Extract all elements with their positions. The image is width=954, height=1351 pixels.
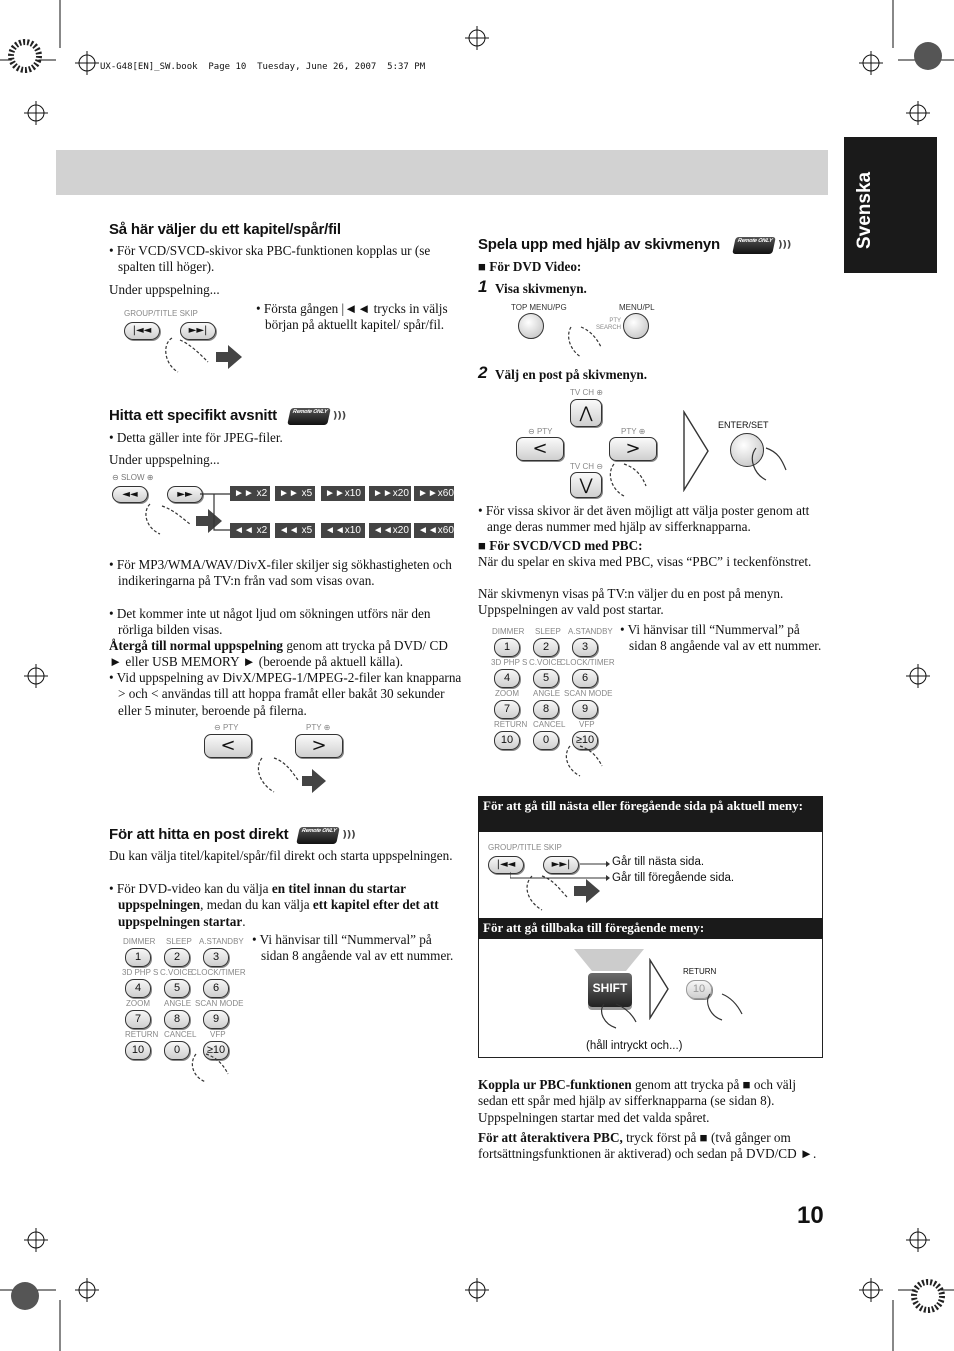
top-menu-label: TOP MENU/PG: [511, 303, 567, 312]
number-key[interactable]: 0: [533, 731, 559, 750]
number-key[interactable]: 6: [203, 979, 229, 998]
hold-text: (håll intryckt och...): [586, 1040, 683, 1052]
number-key[interactable]: 1: [494, 638, 520, 657]
key-label: DIMMER: [492, 627, 525, 636]
key-label: SCAN MODE: [564, 689, 613, 698]
sec1-bullet: • För VCD/SVCD-skivor ska PBC-funktionen kopplas ur (se spalten till höger).: [109, 243, 431, 275]
sec2-bullet-sound: • Det kommer inte ut något ljud om sökningen utförs när den rörliga bilden visas.: [109, 606, 431, 638]
finger-press-icon: [565, 325, 605, 361]
step2-text: Välj en post på skivmenyn.: [495, 367, 648, 382]
return-label: RETURN: [683, 967, 717, 976]
key-label: VFP: [210, 1030, 226, 1039]
number-key[interactable]: 4: [125, 979, 151, 998]
finger-press-icon: [188, 1052, 238, 1086]
svcd-p1: När du spelar en skiva med PBC, visas “PBC” i teckenfönstret.: [478, 554, 812, 569]
key-label: ANGLE: [164, 999, 192, 1008]
number-key[interactable]: 2: [164, 948, 190, 967]
cursor-left-button[interactable]: <: [516, 437, 564, 461]
number-key[interactable]: 6: [572, 669, 598, 688]
pty-plus-label: PTY ⊕: [306, 723, 331, 732]
number-key[interactable]: ≥10: [572, 731, 598, 750]
enter-set-label: ENTER/SET: [718, 420, 769, 430]
finger-press-icon: [520, 872, 610, 916]
skip-back-button[interactable]: <: [204, 734, 252, 758]
key-label: 3D PHP S: [122, 968, 159, 977]
number-key[interactable]: 4: [494, 669, 520, 688]
group-title-skip-label: GROUP/TITLE SKIP: [124, 309, 198, 318]
sec2-return-normal: Återgå till normal uppspelning genom att trycka på DVD/ CD ► eller USB MEMORY ► (beroende på aktuell källa).: [109, 638, 448, 670]
number-key[interactable]: 10: [494, 731, 520, 750]
number-key[interactable]: 10: [125, 1041, 151, 1060]
forward-speed-sequence: [230, 486, 454, 502]
return-button[interactable]: 10: [686, 980, 712, 999]
finger-press-icon: [598, 1002, 642, 1032]
menu-button[interactable]: [623, 313, 649, 339]
remote-only-badge: Remote ONLY: [297, 827, 341, 844]
svcd-heading: ■ För SVCD/VCD med PBC:: [478, 538, 643, 553]
skip-prev-button[interactable]: |◄◄: [488, 856, 524, 874]
chevron-right-icon: [648, 958, 670, 1020]
number-key[interactable]: ≥10: [203, 1041, 229, 1060]
section-title-search-text: Hitta ett specifikt avsnitt: [109, 407, 277, 424]
language-tab-label: Svenska: [854, 171, 875, 249]
slow-label-text: SLOW: [120, 473, 145, 482]
top-menu-button[interactable]: [518, 313, 544, 339]
step-number: 1: [478, 277, 488, 296]
number-key[interactable]: 8: [533, 700, 559, 719]
number-key[interactable]: 8: [164, 1010, 190, 1029]
pbc-off-paragraph: Koppla ur PBC-funktionen genom att trycka på ■ och välj sedan ett spår med hjälp av sifferknapparna (se sidan 8). Uppspelningen startar med det valda spåret.: [478, 1077, 796, 1125]
finger-press-icon: [160, 336, 245, 378]
step-number: 2: [478, 363, 488, 382]
key-label: 3D PHP S: [491, 658, 528, 667]
section-title-menu: [478, 236, 791, 254]
signal-waves-icon: ))): [777, 239, 792, 251]
remote-only-badge: Remote ONLY: [732, 237, 776, 254]
sec2-bullet-divx: • Vid uppspelning av DivX/MPEG-1/MPEG-2-filer kan knapparna > och < användas till att hoppa framåt eller bakåt 30 sekunder eller 5 minuter, beroende på filerna.: [109, 670, 462, 718]
prev-page-text: Går till föregående sida.: [612, 872, 735, 884]
finger-press-icon: [606, 462, 650, 502]
box-header-back: För att gå tillbaka till föregående meny:: [478, 918, 823, 939]
section-title-search: [109, 407, 346, 425]
number-key[interactable]: 9: [572, 700, 598, 719]
speed-step: ◄◄x60: [414, 523, 454, 538]
key-label: SCAN MODE: [195, 999, 244, 1008]
key-label: VFP: [579, 720, 595, 729]
key-label: CANCEL: [533, 720, 566, 729]
sec3-bullet: • För DVD-video kan du välja en titel innan du startar uppspelningen, medan du kan välja ett kapitel efter det att uppspelningen startar.: [109, 881, 439, 929]
plus-icon: ⊕: [144, 473, 154, 482]
header-banner: [56, 150, 828, 195]
cursor-up-button[interactable]: ⋀: [570, 399, 602, 427]
key-label: C.VOICE: [160, 968, 193, 977]
menu-pl-label: MENU/PL: [619, 303, 655, 312]
slow-label: [112, 473, 153, 482]
speed-step: ◄◄ x2: [230, 523, 270, 538]
tv-ch-down-label: TV CH ⊖: [570, 462, 603, 471]
number-key[interactable]: 7: [494, 700, 520, 719]
number-key[interactable]: 7: [125, 1010, 151, 1029]
bracket-lines: [200, 486, 234, 536]
sec4-note: • Vi hänvisar till “Nummerval” på sidan 8 angående val av ett nummer.: [620, 622, 822, 654]
skip-next-button[interactable]: ►►|: [180, 322, 216, 340]
key-label: CANCEL: [164, 1030, 197, 1039]
speed-step: ►► x5: [275, 486, 315, 501]
tv-ch-up-label: TV CH ⊕: [570, 388, 603, 397]
key-label: CLOCK/TIMER: [560, 658, 615, 667]
cursor-right-button[interactable]: >: [609, 437, 657, 461]
minus-icon: ⊖: [112, 473, 121, 482]
next-page-text: Går till nästa sida.: [612, 856, 705, 868]
key-label: ANGLE: [533, 689, 561, 698]
speed-step: ◄◄x20: [369, 523, 411, 538]
sec3-intro: Du kan välja titel/kapitel/spår/fil direkt och starta uppspelningen.: [109, 848, 453, 863]
pty-left-label: ⊖ PTY: [528, 427, 553, 436]
finger-press-icon: [704, 992, 748, 1024]
skip-forward-button[interactable]: >: [295, 734, 343, 758]
finger-press-icon: [748, 446, 788, 486]
signal-waves-icon: ))): [332, 410, 347, 422]
speed-step: ►►x20: [369, 486, 411, 501]
number-key[interactable]: 1: [125, 948, 151, 967]
sec4-bullet-some: • För vissa skivor är det även möjligt att välja poster genom att ange deras nummer med hjälp av sifferknapparna.: [478, 503, 810, 535]
key-label: DIMMER: [123, 937, 156, 946]
step1-text: Visa skivmenyn.: [495, 281, 587, 296]
cursor-down-button[interactable]: ⋁: [570, 472, 602, 498]
page-number: 10: [797, 1202, 824, 1229]
key-label: A.STANDBY: [568, 627, 613, 636]
speed-step: ►► x2: [230, 486, 270, 501]
dvd-video-heading: ■ För DVD Video:: [478, 259, 582, 274]
skip-prev-button[interactable]: |◄◄: [124, 322, 160, 340]
section-title-chapter: Så här väljer du ett kapitel/spår/fil: [109, 221, 341, 238]
key-label: SLEEP: [535, 627, 561, 636]
group-title-skip-label: GROUP/TITLE SKIP: [488, 843, 562, 852]
rewind-button[interactable]: ◄◄: [112, 486, 148, 503]
signal-waves-icon: ))): [342, 829, 356, 841]
key-label: CLOCK/TIMER: [191, 968, 246, 977]
number-key[interactable]: 2: [533, 638, 559, 657]
number-key[interactable]: 3: [203, 948, 229, 967]
sec2-during: Under uppspelning...: [109, 452, 220, 467]
sec1-during: Under uppspelning...: [109, 282, 220, 297]
fast-forward-button[interactable]: ►►: [167, 486, 203, 503]
number-key[interactable]: 3: [572, 638, 598, 657]
number-keypad: [118, 937, 248, 1067]
key-label: RETURN: [494, 720, 528, 729]
speed-step: ►►x10: [321, 486, 365, 501]
number-key[interactable]: 0: [164, 1041, 190, 1060]
finger-press-icon: [252, 754, 332, 798]
section-title-direct-text: För att hitta en post direkt: [109, 826, 289, 843]
pbc-on-paragraph: För att återaktivera PBC, tryck först på ■ (två gånger om fortsättningsfunktionen är aktiverad) och sedan på DVD/CD ►.: [478, 1130, 817, 1162]
speed-step: ◄◄x10: [321, 523, 365, 538]
section-title-direct: [109, 826, 355, 844]
sec1-note: • Första gången |◄◄ trycks in väljs början på aktuellt kapitel/ spår/fil.: [256, 301, 448, 333]
svcd-p2: När skivmenyn visas på TV:n väljer du en post på menyn. Uppspelningen av vald post startar.: [478, 586, 784, 618]
remote-only-badge: Remote ONLY: [287, 408, 331, 425]
number-key[interactable]: 5: [533, 669, 559, 688]
number-key[interactable]: 9: [203, 1010, 229, 1029]
number-keypad: [487, 627, 617, 757]
file-info: UX-G48[EN]_SW.book Page 10 Tuesday, June 26, 2007 5:37 PM: [100, 62, 426, 72]
reverse-speed-sequence: [230, 523, 454, 539]
shift-button[interactable]: SHIFT: [588, 973, 632, 1007]
pty-search-label: PTY SEARCH: [595, 318, 621, 331]
skip-next-button[interactable]: ►►|: [543, 856, 579, 874]
key-label: A.STANDBY: [199, 937, 244, 946]
number-key[interactable]: 5: [164, 979, 190, 998]
sec3-note: • Vi hänvisar till “Nummerval” på sidan 8 angående val av ett nummer.: [252, 932, 454, 964]
chevron-right-icon: [682, 410, 712, 492]
section-title-menu-text: Spela upp med hjälp av skivmenyn: [478, 236, 721, 253]
language-tab: [844, 137, 937, 273]
box-header-next-prev: För att gå till nästa eller föregående sida på aktuell meny:: [478, 796, 823, 832]
key-label: ZOOM: [495, 689, 519, 698]
key-label: RETURN: [125, 1030, 159, 1039]
key-label: SLEEP: [166, 937, 192, 946]
finger-press-icon: [562, 744, 606, 780]
sec2-bullet: • Detta gäller inte för JPEG-filer.: [109, 430, 283, 445]
key-label: C.VOICE: [529, 658, 562, 667]
pty-right-label: PTY ⊕: [621, 427, 646, 436]
key-label: ZOOM: [126, 999, 150, 1008]
sec2-bullet-mp3: • För MP3/WMA/WAV/DivX-filer skiljer sig sökhastigheten och indikeringarna på TV:n från vad som visas ovan.: [109, 557, 452, 589]
pty-minus-label: ⊖ PTY: [214, 723, 239, 732]
speed-step: ►►x60: [414, 486, 454, 501]
speed-step: ◄◄ x5: [275, 523, 315, 538]
